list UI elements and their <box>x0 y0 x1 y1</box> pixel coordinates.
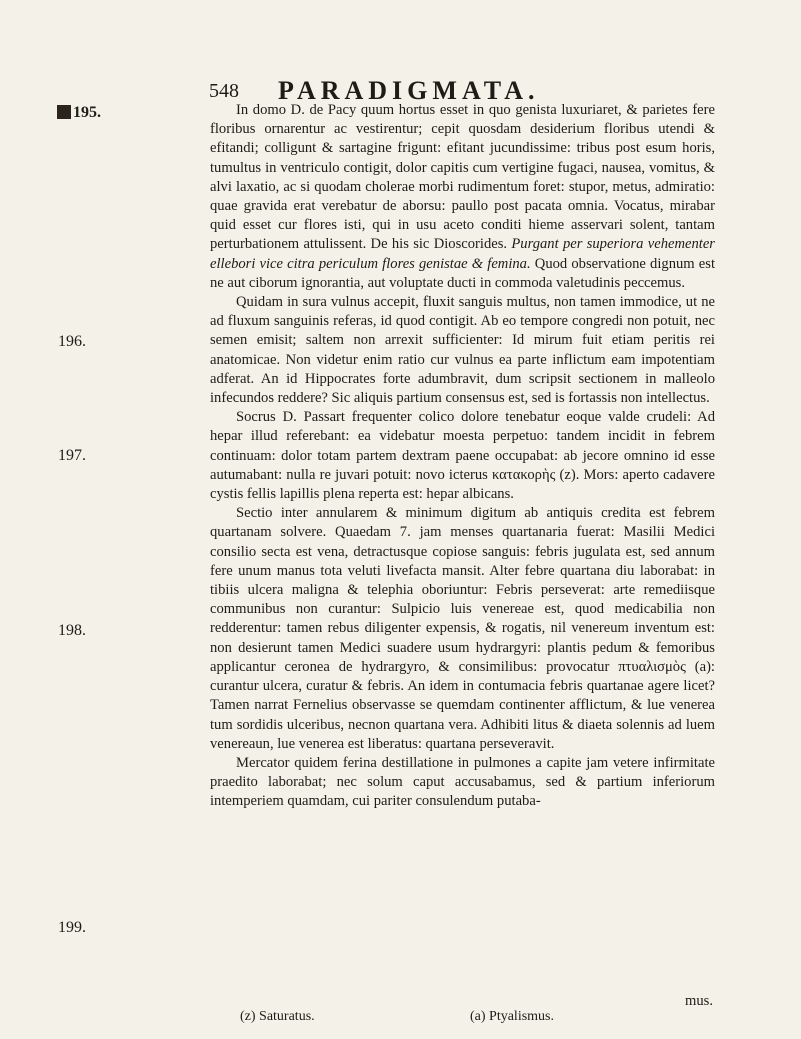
ornament-icon <box>57 105 71 119</box>
footnote-z: (z) Saturatus. <box>240 1009 315 1024</box>
paragraph-199: Mercator quidem ferina destillatione in pulmones a capite jam vetere infirmitate praedito laborabat; nec solum caput accusabamus, sed & partium inferiorum intemperiem quamdam, cui pariter consulendum putaba- <box>210 754 715 810</box>
section-number-199: 199. <box>58 919 86 936</box>
footnote-a: (a) Ptyalismus. <box>470 1009 554 1024</box>
paragraph-198: Sectio inter annularem & minimum digitum ab antiquis credita est febrem quartanam solvere. Quaedam 7. jam menses quartanaria fuerat: Masilii Medici consilio secta est vena, detractusque copiose sanguis: febris jugulata est, sed annum fere unum manus tota veluti livefacta mansit. Alter febre quartana diu laborabat: in tibiis ulcera maligna & telephia oboriuntur: Febris perseverat: arte remediisque communibus non curantur: Sulpicio luis venereae est, quod medicabilia non redderentur: tamen rebus diligenter expensis, & rogatis, nil venereum inventum est: non desierunt tamen Medici suadere usum hydrargyri: plantis pedum & femoribus applicantur ceronea de hydrargyro, & consimilibus: provocatur πτυαλισμὸς (a): curantur ulcera, curatur & febris. An idem in contumacia febris quartanae agere licet? Tamen narrat Fernelius observasse se quemdam continenter afflictum, & lue venerea tum sordidis ulceribus, necnon quartana vera. Adhibiti litus & diaeta solennis ad luem venereaun, lue venerea est liberatus: quartana perseveravit. <box>210 505 715 752</box>
paragraph-196: Quidam in sura vulnus accepit, fluxit sanguis multus, non tamen immodice, ut ne ad fluxum sanguinis referas, id quod contigit. Ab eo tempore congredi non potuit, nec semen emisit; saltem non arrexit sufficienter: Id mirum fuit etiam peritis rei anatomicae. Non videtur enim ratio cur vulnus ea parte inflictum eam impotentiam adferat. An id Hippocrates forte adumbravit, dum scripsit sectionem in malleolo infecundos reddere? Sic aliquis partium consensus est, sed is fortassis non intellectus. <box>210 294 715 407</box>
section-number-196: 196. <box>58 333 86 350</box>
dioscorides-quote: Purgant per superiora vehementer ellebori vice citra periculum flores genistae & femina. <box>210 236 715 272</box>
catchword: mus. <box>685 993 713 1009</box>
paragraph-197: Socrus D. Passart frequenter colico dolore tenebatur eoque valde crudeli: Ad hepar illud referebant: ea videbatur moesta perpetuo: tandem incidit in febrem continuam: dolor totam partem dextram paene occupabat: ab jecore omnino id esse autumabant: nulla re juvari potuit: novo icterus κατακορὴς (z). Mors: aperto cadavere cystis fellis lapillis plena reperta est: hepar albicans. <box>210 409 715 503</box>
page-number: 548 <box>209 80 239 102</box>
paragraph-195: In domo D. de Pacy quum hortus esset in quo genista luxuriaret, & parietes fere floribus ornarentur ac vestirentur; cepit quosdam desiderium floribus utendi & efitandi; colligunt & sartagine frigunt: efitant jucundissime: tribus post esum horis, tumultus in ventriculo contigit, dolor capitis cum vertigine fugaci, nausea, vomitus, & alvi laxatio, ac si quodam cholerae morbi rudimentum foret: stupor, metus, admiratio: quae gravida erat verebatur de aborsu: paullo post pacata omnia. Vocatus, mirabar quid esset cur flores isti, qui in usu aceto conditi hieme asservari solent, tantam perturbationem attulissent. De his sic Dioscorides. Purgant per superiora vehementer ellebori vice citra periculum flores genistae & femina. Quod observatione dignum est ne aut ciborum ignorantia, aut voluptate ducti in commoda valetudinis peccemus. <box>210 102 715 291</box>
main-text <box>210 101 715 812</box>
section-number-198: 198. <box>58 622 86 639</box>
section-number-197: 197. <box>58 447 86 464</box>
first-section-marker: 195. <box>57 104 101 122</box>
running-title: PARADIGMATA. <box>278 76 540 105</box>
